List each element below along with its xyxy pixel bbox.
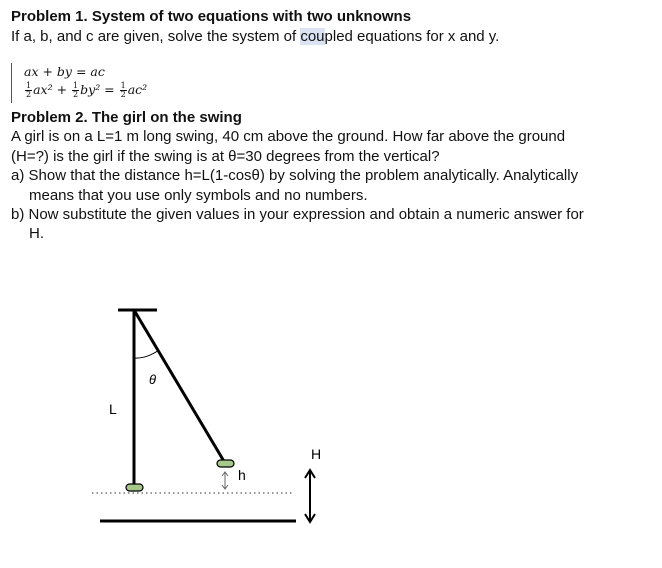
problem1-desc-before: If a, b, and c are given, solve the system of (11, 28, 301, 45)
fraction-half: $\frac{1}{2}$ (26, 81, 32, 99)
problem2-part-b-line1: b) Now substitute the given values in your expression and obtain a numeric answer for (11, 206, 584, 223)
angle-arc (134, 350, 159, 358)
label-H: H (311, 446, 322, 462)
equation-2-term1: ax² + (33, 82, 72, 97)
problem1-desc-after: pled equations for x and y. (324, 28, 500, 45)
problem2-part-a-line2: means that you use only symbols and no numbers. (29, 187, 368, 204)
equation-2-term3: ac² (127, 82, 148, 97)
fraction-half: $\frac{1}{2}$ (73, 81, 79, 99)
problem2-part-a-line1: a) Show that the distance h=L(1-cosθ) by solving the problem analytically. Analytically (11, 167, 579, 184)
problem2-title: Problem 2. The girl on the swing (11, 109, 242, 126)
equation-2-term2: by² = (80, 82, 119, 97)
swing-rope-angled (134, 310, 225, 463)
label-theta: θ (149, 372, 157, 387)
problem1-title: Problem 1. System of two equations with two unknowns (11, 8, 412, 25)
label-L: L (109, 401, 117, 417)
problem1-desc-highlight: cou (300, 28, 325, 45)
seat-vertical (126, 484, 143, 491)
problem2-line2: (H=?) is the girl if the swing is at θ=30 degrees from the vertical? (11, 148, 440, 165)
problem2-line1: A girl is on a L=1 m long swing, 40 cm above the ground. How far above the ground (11, 128, 566, 145)
seat-swung (217, 460, 234, 467)
problem2-part-b-line2: H. (29, 225, 44, 242)
fraction-half: $\frac{1}{2}$ (120, 81, 126, 99)
label-h: h (238, 467, 246, 483)
equation-1: ax + by = ac (24, 64, 105, 79)
